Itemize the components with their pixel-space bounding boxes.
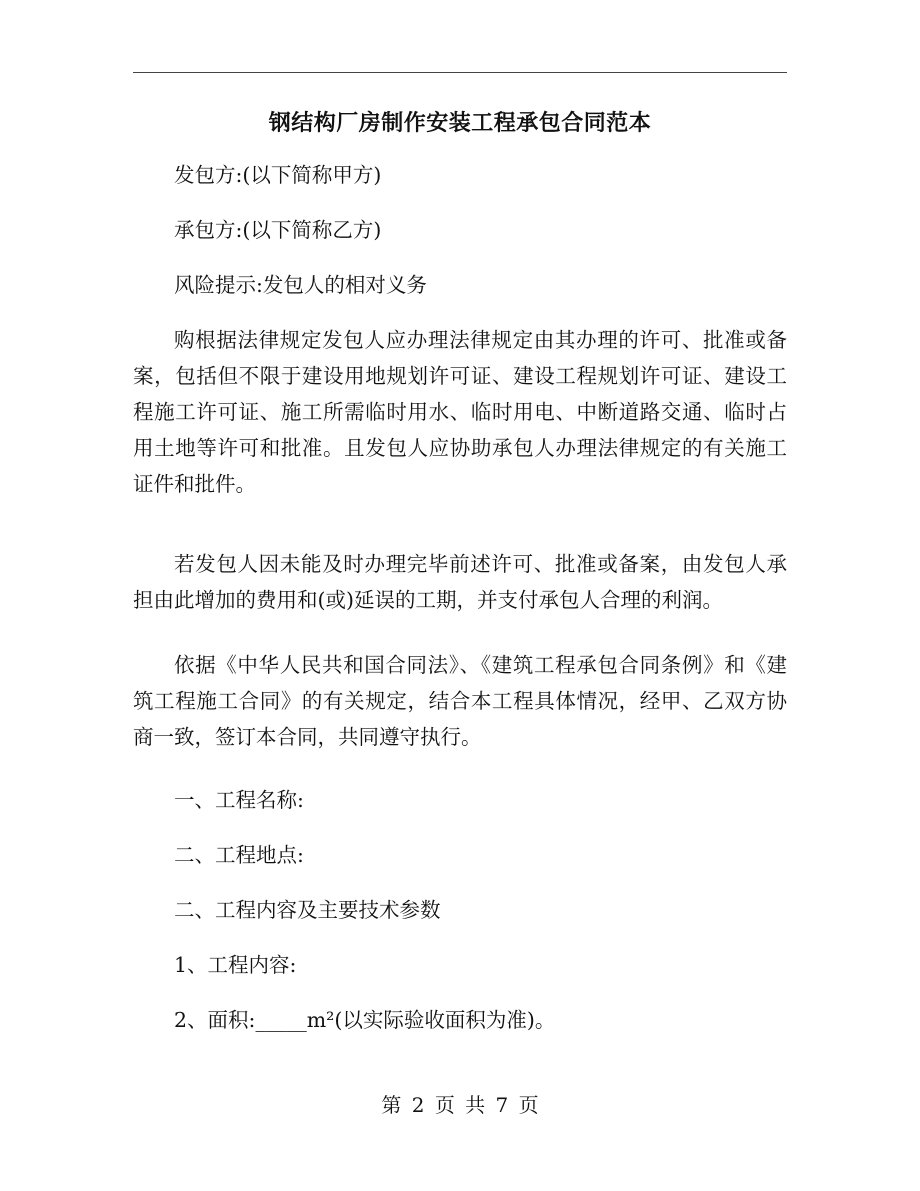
- contractor-line: 承包方:(以下简称乙方): [174, 218, 382, 242]
- section-project-name: 一、工程名称:: [174, 788, 304, 812]
- item-project-content: 1、工程内容:: [174, 953, 297, 977]
- page-number: 第 2 页 共 7 页: [381, 1093, 539, 1117]
- document-title: 钢结构厂房制作安装工程承包合同范本: [268, 111, 652, 136]
- section-project-location: 二、工程地点:: [174, 843, 304, 867]
- paragraph-permits: 购根据法律规定发包人应办理法律规定由其办理的许可、批准或备案，包括但不限于建设用地规划许可证、建设工程规划许可证、建设工程施工许可证、施工所需临时用水、临时用电、中断道路交通、临时占用土地等许可和批准。且发包人应协助承包人办理法律规定的有关施工证件和批件。: [133, 328, 787, 496]
- paragraph-liability: 若发包人因未能及时办理完毕前述许可、批准或备案，由发包人承担由此增加的费用和(或)延误的工期，并支付承包人合理的利润。: [133, 552, 787, 612]
- item-area: 2、面积:_____m²(以实际验收面积为准)。: [174, 1008, 556, 1032]
- header-rule: [133, 72, 787, 73]
- paragraph-legal-basis: 依据《中华人民共和国合同法》、《建筑工程承包合同条例》和《建筑工程施工合同》的有关规定，结合本工程具体情况，经甲、乙双方协商一致，签订本合同，共同遵守执行。: [133, 653, 787, 749]
- risk-notice-line: 风险提示:发包人的相对义务: [174, 273, 427, 297]
- section-project-content: 二、工程内容及主要技术参数: [174, 898, 441, 922]
- employer-line: 发包方:(以下简称甲方): [174, 163, 382, 187]
